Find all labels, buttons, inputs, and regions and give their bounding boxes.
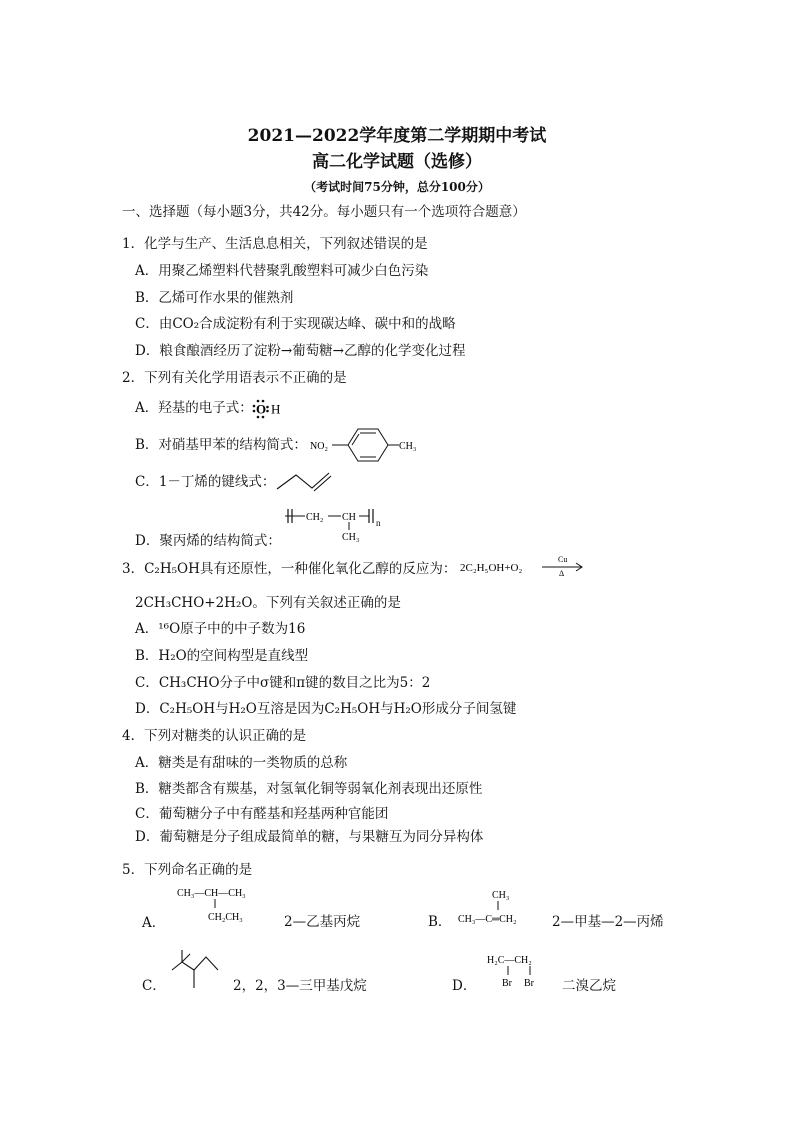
q5-option-d-structure: [484, 948, 554, 992]
exam-title: 2021—2022学年度第二学期期中考试: [247, 126, 547, 146]
methyl-branch: [182, 954, 190, 962]
question-3-option-a: A．¹⁶O原子中的中子数为16: [135, 621, 306, 637]
bromine-label: Br: [502, 978, 512, 989]
question-2-option-b: B．对硝基甲苯的结构简式：: [135, 437, 307, 453]
q5-option-a-letter: A．: [142, 915, 166, 931]
carbon-chain: [277, 473, 329, 489]
q5-option-d-name: 二溴乙烷: [562, 978, 616, 994]
q5-option-b-letter: B．: [428, 914, 452, 930]
question-4-option-d: D．葡萄糖是分子组成最简单的糖，与果糖互为同分异构体: [135, 829, 484, 845]
question-1-option-a: A．用聚乙烯塑料代替聚乳酸塑料可减少白色污染: [135, 263, 429, 279]
question-1-option-d: D．粮食酿酒经历了淀粉→葡萄糖→乙醇的化学变化过程: [135, 343, 466, 359]
question-2-option-c: C．1－丁烯的键线式：: [135, 474, 276, 490]
double-bond-line: [352, 434, 359, 445]
section-heading: 一、选择题（每小题3分，共42分。每小题只有一个选项符合题意）: [122, 204, 526, 220]
q5-option-d-letter: D．: [452, 978, 477, 994]
methyl-group-label: CH₃: [399, 441, 417, 452]
q5-option-c-name: 2，2，3—三甲基戊烷: [233, 978, 367, 994]
question-1-option-c: C．由CO₂合成淀粉有利于实现碳达峰、碳中和的战略: [135, 316, 456, 332]
question-3-stem-continued: 2CH₃CHO+2H₂O。下列有关叙述正确的是: [135, 595, 401, 611]
question-2-option-a: A．羟基的电子式：: [135, 400, 253, 416]
question-5-stem: 5．下列命名正确的是: [122, 862, 253, 878]
p-nitrotoluene-structure: [308, 424, 426, 466]
question-4-option-a: A．糖类是有甜味的一类物质的总称: [135, 755, 348, 771]
q5-option-b-structure: [455, 886, 545, 930]
oxygen-symbol: O: [256, 401, 267, 417]
question-1-stem: 1．化学与生产、生活息息相关，下列叙述错误的是: [122, 236, 428, 252]
bromine-label: Br: [524, 978, 534, 989]
heating-label: Δ: [559, 569, 565, 578]
methyl-branch-label: CH₃: [342, 532, 360, 543]
benzene-ring: [348, 429, 388, 461]
question-3-option-d: D．C₂H₅OH与H₂O互溶是因为C₂H₅OH与H₂O形成分子间氢键: [135, 701, 517, 717]
hydroxyl-electron-formula: [252, 397, 282, 419]
question-4-option-c: C．葡萄糖分子中有醛基和羟基两种官能团: [135, 806, 389, 822]
reaction-reactants: 2C₂H₅OH+O₂: [460, 562, 523, 574]
q5-option-a-name: 2—乙基丙烷: [284, 914, 361, 930]
polypropylene-structure: [284, 506, 394, 544]
degree-of-polymerization: n: [376, 518, 381, 528]
question-2-stem: 2．下列有关化学用语表示不正确的是: [122, 370, 347, 386]
hydrogen-symbol: H: [271, 401, 281, 417]
q5-option-b-name: 2—甲基—2—丙烯: [552, 914, 664, 930]
reaction-equation: [458, 552, 588, 578]
methyl-branch-label: CH₃: [492, 890, 510, 901]
question-2-option-d: D．聚丙烯的结构简式：: [135, 533, 281, 549]
ch-label: CH: [342, 512, 356, 523]
q5-option-c-skeletal-structure: [166, 948, 226, 992]
question-4-option-b: B．糖类都含有羰基，对氢氧化铜等弱氧化剂表现出还原性: [135, 781, 483, 797]
ethyl-branch-label: CH₂CH₃: [208, 912, 243, 923]
ethane-backbone-label: H₂C—CH₂: [487, 955, 532, 966]
1-butene-skeletal-formula: [274, 468, 338, 494]
question-4-stem: 4．下列对糖类的认识正确的是: [122, 728, 307, 744]
main-chain-label: CH₃—CH—CH₃: [177, 888, 246, 899]
exam-info: （考试时间75分钟，总分100分）: [304, 180, 490, 194]
q5-option-c-letter: C．: [142, 978, 166, 994]
question-3-stem: 3．C₂H₅OH具有还原性，一种催化氧化乙醇的反应为：: [122, 561, 457, 577]
main-chain-label: CH₃—C═CH₂: [458, 914, 517, 925]
carbon-chain: [172, 957, 218, 970]
question-3-option-b: B．H₂O的空间构型是直线型: [135, 648, 309, 664]
question-3-option-c: C．CH₃CHO分子中σ键和π键的数目之比为5：2: [135, 675, 431, 691]
nitro-group-label: NO₂: [310, 441, 328, 452]
exam-subtitle: 高二化学试题（选修）: [312, 152, 482, 172]
question-1-option-b: B．乙烯可作水果的催熟剂: [135, 290, 294, 306]
ch2-label: CH₂: [306, 512, 324, 523]
q5-option-a-structure: [175, 884, 275, 924]
catalyst-label: Cu: [558, 555, 568, 564]
